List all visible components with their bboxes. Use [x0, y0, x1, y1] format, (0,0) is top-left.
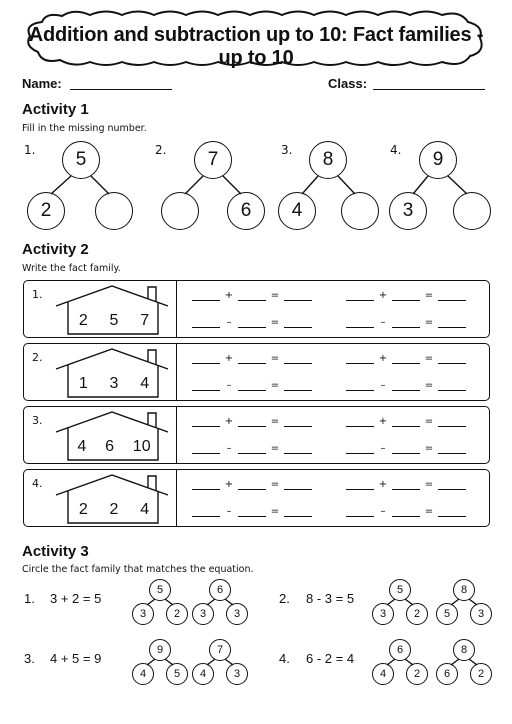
- plus-sign: +: [224, 479, 234, 490]
- house-number: 6: [105, 438, 114, 455]
- fact-equation: [192, 416, 312, 427]
- fact-family-part-right-circle: 2: [406, 663, 428, 685]
- activity1-instruction: Fill in the missing number.: [22, 123, 147, 134]
- minus-sign: –: [380, 380, 386, 391]
- fact-equation: [346, 506, 466, 517]
- plus-sign: +: [224, 290, 234, 301]
- house-number: 3: [109, 375, 119, 392]
- fact-equation: [192, 353, 312, 364]
- answer-blank[interactable]: [392, 318, 420, 328]
- fact-family-part-right-circle: 3: [226, 663, 248, 685]
- bond-part-left-circle: 2: [27, 192, 65, 230]
- equation-text: 8 - 3 = 5: [306, 591, 355, 606]
- house-number: 4: [77, 438, 87, 455]
- fact-equation: [192, 317, 312, 328]
- answer-blank[interactable]: [192, 417, 220, 427]
- answer-blank[interactable]: [284, 417, 312, 427]
- plus-sign: +: [378, 290, 388, 301]
- row-number: 2.: [32, 351, 43, 364]
- answer-blank[interactable]: [438, 507, 466, 517]
- row-divider: [176, 407, 177, 463]
- plus-sign: +: [224, 416, 234, 427]
- answer-blank[interactable]: [392, 507, 420, 517]
- answer-blank[interactable]: [238, 318, 266, 328]
- fact-family-part-right-circle: 2: [406, 603, 428, 625]
- activity3-item-number: 4.: [279, 651, 290, 666]
- house-number: 1: [78, 375, 88, 392]
- class-field[interactable]: [373, 89, 485, 90]
- bond-part-right-circle[interactable]: [453, 192, 491, 230]
- answer-blank[interactable]: [192, 291, 220, 301]
- fact-family-part-left-circle: 3: [192, 603, 214, 625]
- equals-sign: =: [424, 290, 434, 301]
- answer-blank[interactable]: [392, 291, 420, 301]
- activity3-item-number: 1.: [24, 591, 35, 606]
- answer-blank[interactable]: [438, 291, 466, 301]
- activity1-item-number: 3.: [281, 143, 293, 157]
- fact-family-part-left-circle: 3: [132, 603, 154, 625]
- name-label: Name:: [22, 76, 62, 91]
- answer-blank[interactable]: [238, 507, 266, 517]
- answer-blank[interactable]: [238, 444, 266, 454]
- fact-family-whole-circle[interactable]: 5: [389, 579, 411, 601]
- equals-sign: =: [270, 443, 280, 454]
- fact-family-part-left-circle: 3: [372, 603, 394, 625]
- minus-sign: –: [226, 506, 232, 517]
- house-numbers: [68, 312, 160, 330]
- answer-blank[interactable]: [346, 507, 374, 517]
- house-numbers: [68, 501, 160, 519]
- equals-sign: =: [270, 506, 280, 517]
- fact-equation: [192, 380, 312, 391]
- bond-whole-circle: 9: [419, 141, 457, 179]
- answer-blank[interactable]: [438, 354, 466, 364]
- activity3-instruction: Circle the fact family that matches the equation.: [22, 564, 254, 575]
- answer-blank[interactable]: [284, 354, 312, 364]
- fact-family-whole-circle[interactable]: 8: [453, 579, 475, 601]
- fact-equation: [346, 479, 466, 490]
- house-number: 5: [109, 312, 119, 329]
- fact-equation: [192, 479, 312, 490]
- equals-sign: =: [424, 317, 434, 328]
- answer-blank[interactable]: [238, 354, 266, 364]
- fact-family-part-left-circle: 4: [192, 663, 214, 685]
- answer-blank[interactable]: [346, 381, 374, 391]
- fact-family-part-right-circle: 3: [226, 603, 248, 625]
- row-number: 3.: [32, 414, 43, 427]
- house-numbers: [68, 438, 160, 456]
- answer-blank[interactable]: [192, 507, 220, 517]
- answer-blank[interactable]: [192, 354, 220, 364]
- fact-family-part-left-circle: 4: [372, 663, 394, 685]
- answer-blank[interactable]: [284, 444, 312, 454]
- house-number: 2: [109, 501, 119, 518]
- fact-family-part-left-circle: 4: [132, 663, 154, 685]
- answer-blank[interactable]: [238, 291, 266, 301]
- fact-family-row: [23, 406, 490, 464]
- answer-blank[interactable]: [392, 480, 420, 490]
- row-number: 1.: [32, 288, 43, 301]
- equals-sign: =: [270, 479, 280, 490]
- answer-blank[interactable]: [438, 417, 466, 427]
- answer-blank[interactable]: [392, 417, 420, 427]
- equals-sign: =: [270, 317, 280, 328]
- answer-blank[interactable]: [392, 354, 420, 364]
- answer-blank[interactable]: [192, 480, 220, 490]
- answer-blank[interactable]: [346, 480, 374, 490]
- fact-family-part-right-circle: 3: [470, 603, 492, 625]
- house-number: 7: [140, 312, 150, 329]
- activity1-item-number: 2.: [155, 143, 167, 157]
- fact-family-part-right-circle: 5: [166, 663, 188, 685]
- fact-family-whole-circle[interactable]: 8: [453, 639, 475, 661]
- answer-blank[interactable]: [238, 417, 266, 427]
- answer-blank[interactable]: [284, 507, 312, 517]
- house-number: 4: [140, 501, 150, 518]
- minus-sign: –: [380, 443, 386, 454]
- plus-sign: +: [378, 479, 388, 490]
- activity3-item-number: 3.: [24, 651, 35, 666]
- answer-blank[interactable]: [346, 318, 374, 328]
- equals-sign: =: [424, 443, 434, 454]
- equals-sign: =: [424, 353, 434, 364]
- fact-equation: [192, 290, 312, 301]
- equals-sign: =: [424, 506, 434, 517]
- activity3-item-number: 2.: [279, 591, 290, 606]
- fact-family-row: [23, 469, 490, 527]
- answer-blank[interactable]: [392, 381, 420, 391]
- fact-equation: [346, 317, 466, 328]
- minus-sign: –: [226, 443, 232, 454]
- answer-blank[interactable]: [346, 291, 374, 301]
- fact-equation: [346, 290, 466, 301]
- plus-sign: +: [224, 353, 234, 364]
- class-label: Class:: [328, 76, 368, 91]
- answer-blank[interactable]: [438, 480, 466, 490]
- fact-family-part-left-circle: 6: [436, 663, 458, 685]
- fact-family-whole-circle[interactable]: 9: [149, 639, 171, 661]
- equals-sign: =: [270, 290, 280, 301]
- bond-part-right-circle: 6: [227, 192, 265, 230]
- minus-sign: –: [226, 380, 232, 391]
- equals-sign: =: [424, 380, 434, 391]
- activity2-instruction: Write the fact family.: [22, 263, 121, 274]
- answer-blank[interactable]: [192, 381, 220, 391]
- page-title: Addition and subtraction up to 10: Fact families - up to 10: [28, 24, 484, 69]
- activity1-heading: Activity 1: [22, 101, 89, 118]
- row-divider: [176, 344, 177, 400]
- fact-family-part-left-circle: 5: [436, 603, 458, 625]
- plus-sign: +: [378, 416, 388, 427]
- row-divider: [176, 281, 177, 337]
- answer-blank[interactable]: [192, 444, 220, 454]
- equals-sign: =: [270, 380, 280, 391]
- answer-blank[interactable]: [284, 318, 312, 328]
- activity3-heading: Activity 3: [22, 543, 89, 560]
- answer-blank[interactable]: [238, 480, 266, 490]
- fact-family-whole-circle[interactable]: 7: [209, 639, 231, 661]
- answer-blank[interactable]: [192, 318, 220, 328]
- fact-family-row: [23, 280, 490, 338]
- bond-part-right-circle[interactable]: [95, 192, 133, 230]
- answer-blank[interactable]: [438, 381, 466, 391]
- answer-blank[interactable]: [438, 444, 466, 454]
- equals-sign: =: [270, 353, 280, 364]
- activity2-heading: Activity 2: [22, 241, 89, 258]
- answer-blank[interactable]: [284, 381, 312, 391]
- answer-blank[interactable]: [392, 444, 420, 454]
- answer-blank[interactable]: [284, 291, 312, 301]
- fact-family-whole-circle[interactable]: 6: [209, 579, 231, 601]
- equals-sign: =: [424, 416, 434, 427]
- equals-sign: =: [270, 416, 280, 427]
- fact-equation: [346, 443, 466, 454]
- house-number: 10: [132, 438, 151, 455]
- house-number: 2: [78, 312, 88, 329]
- fact-equation: [346, 380, 466, 391]
- answer-blank[interactable]: [346, 354, 374, 364]
- fact-equation: [192, 506, 312, 517]
- bond-part-right-circle[interactable]: [341, 192, 379, 230]
- fact-family-row: [23, 343, 490, 401]
- answer-blank[interactable]: [238, 381, 266, 391]
- house-numbers: [68, 375, 160, 393]
- bond-part-left-circle: 3: [389, 192, 427, 230]
- activity1-item-number: 4.: [390, 143, 402, 157]
- equals-sign: =: [424, 479, 434, 490]
- row-divider: [176, 470, 177, 526]
- minus-sign: –: [380, 317, 386, 328]
- minus-sign: –: [226, 317, 232, 328]
- bond-whole-circle: 7: [194, 141, 232, 179]
- fact-equation: [346, 353, 466, 364]
- name-field[interactable]: [70, 89, 172, 90]
- fact-family-whole-circle[interactable]: 6: [389, 639, 411, 661]
- bond-whole-circle: 8: [309, 141, 347, 179]
- activity1-item-number: 1.: [24, 143, 36, 157]
- house-number: 2: [78, 501, 88, 518]
- row-number: 4.: [32, 477, 43, 490]
- bond-part-left-circle: 4: [278, 192, 316, 230]
- fact-family-part-right-circle: 2: [470, 663, 492, 685]
- equation-text: 3 + 2 = 5: [50, 591, 102, 606]
- bond-part-left-circle[interactable]: [161, 192, 199, 230]
- fact-family-whole-circle[interactable]: 5: [149, 579, 171, 601]
- plus-sign: +: [378, 353, 388, 364]
- answer-blank[interactable]: [346, 444, 374, 454]
- answer-blank[interactable]: [438, 318, 466, 328]
- fact-equation: [192, 443, 312, 454]
- equation-text: 4 + 5 = 9: [50, 651, 102, 666]
- bond-whole-circle: 5: [62, 141, 100, 179]
- house-number: 4: [140, 375, 150, 392]
- answer-blank[interactable]: [284, 480, 312, 490]
- fact-equation: [346, 416, 466, 427]
- fact-family-part-right-circle: 2: [166, 603, 188, 625]
- answer-blank[interactable]: [346, 417, 374, 427]
- minus-sign: –: [380, 506, 386, 517]
- equation-text: 6 - 2 = 4: [306, 651, 355, 666]
